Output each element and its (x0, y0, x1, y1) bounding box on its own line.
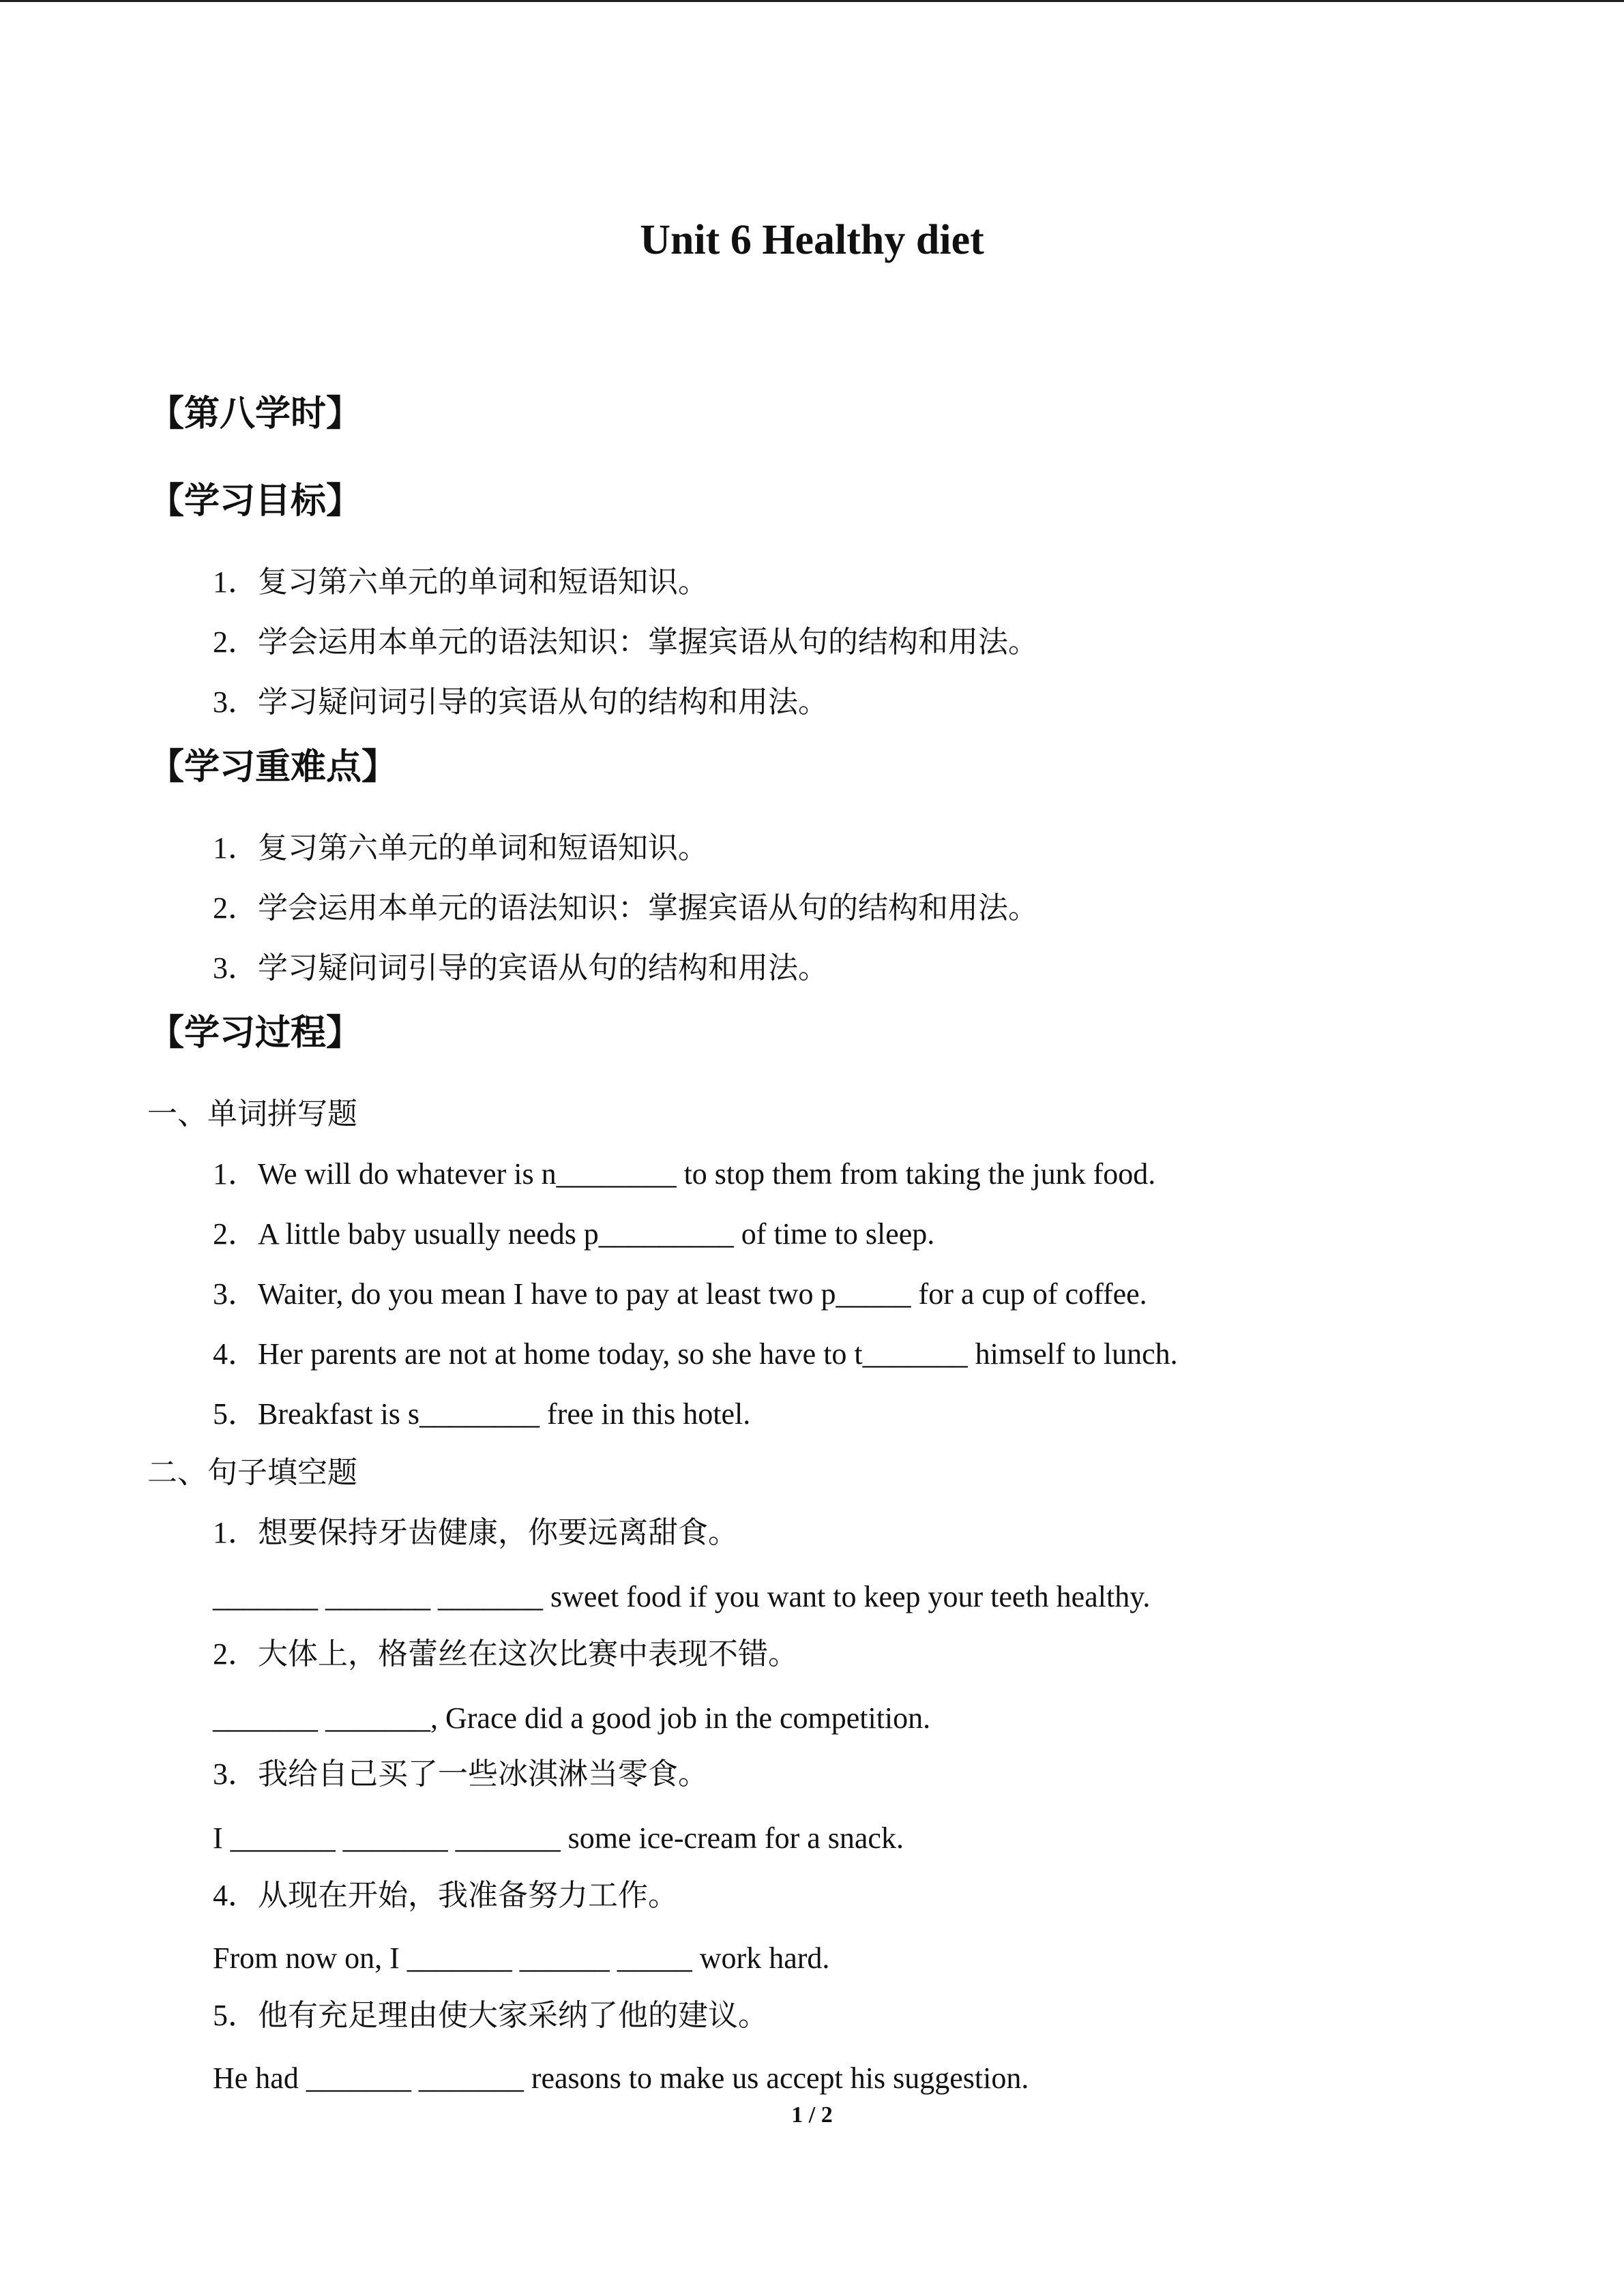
sentence-en: I _______ _______ _______ some ice-cream for a snack. (213, 1821, 904, 1855)
part2-heading: 二、句子填空题 (147, 1456, 357, 1489)
lesson-heading: 【第八学时】 (149, 393, 362, 434)
sentence-en: _______ _______, Grace did a good job in the competition. (213, 1701, 931, 1735)
objective-item: 1．复习第六单元的单词和短语知识。 (213, 565, 708, 599)
sentence-en: From now on, I _______ ______ _____ work hard. (213, 1941, 830, 1975)
sentence-en: _______ _______ _______ sweet food if you want to keep your teeth healthy. (213, 1580, 1151, 1613)
spelling-question: 2．A little baby usually needs p_________ of time to sleep. (213, 1217, 935, 1251)
part1-heading: 一、单词拼写题 (147, 1097, 357, 1131)
sentence-cn: 2．大体上，格蕾丝在这次比赛中表现不错。 (213, 1637, 798, 1671)
sentence-en: He had _______ _______ reasons to make us accept his suggestion. (213, 2061, 1029, 2095)
objective-item: 2．学会运用本单元的语法知识：掌握宾语从句的结构和用法。 (213, 625, 1038, 659)
process-heading: 【学习过程】 (149, 1013, 362, 1054)
spelling-question: 5．Breakfast is s________ free in this hotel. (213, 1397, 751, 1431)
page-title: Unit 6 Healthy diet (640, 217, 984, 263)
objectives-heading: 【学习目标】 (149, 481, 362, 522)
key-point-item: 3．学习疑问词引导的宾语从句的结构和用法。 (213, 951, 828, 985)
page-number: 1 / 2 (791, 2102, 833, 2128)
key-point-item: 1．复习第六单元的单词和短语知识。 (213, 831, 708, 865)
spelling-question: 3．Waiter, do you mean I have to pay at least two p_____ for a cup of coffee. (213, 1277, 1147, 1311)
sentence-cn: 3．我给自己买了一些冰淇淋当零食。 (213, 1757, 708, 1791)
key-point-item: 2．学会运用本单元的语法知识：掌握宾语从句的结构和用法。 (213, 891, 1038, 925)
sentence-cn: 4．从现在开始，我准备努力工作。 (213, 1879, 678, 1912)
sentence-cn: 1．想要保持牙齿健康，你要远离甜食。 (213, 1516, 738, 1549)
spelling-question: 1．We will do whatever is n________ to stop them from taking the junk food. (213, 1157, 1156, 1191)
objective-item: 3．学习疑问词引导的宾语从句的结构和用法。 (213, 685, 828, 719)
sentence-cn: 5．他有充足理由使大家采纳了他的建议。 (213, 1999, 768, 2032)
spelling-question: 4．Her parents are not at home today, so she have to t_______ himself to lunch. (213, 1337, 1178, 1371)
key-points-heading: 【学习重难点】 (149, 747, 398, 788)
